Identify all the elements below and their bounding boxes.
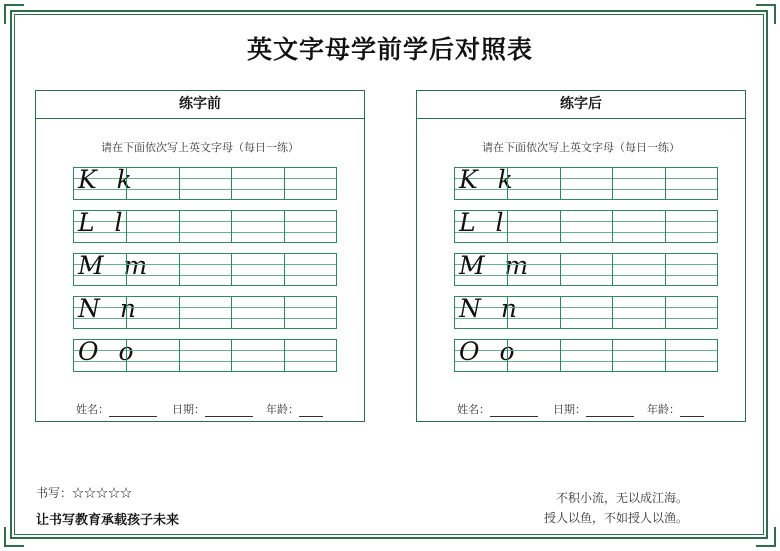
- date-field[interactable]: [172, 401, 253, 417]
- letter-sample: K k: [78, 165, 138, 194]
- panel-instruction: 请在下面依次写上英文字母（每日一练）: [482, 141, 680, 154]
- writing-cell[interactable]: [126, 297, 179, 328]
- writing-cell[interactable]: [560, 211, 613, 242]
- panel-heading: 练字后: [417, 91, 745, 119]
- writing-cell[interactable]: [507, 211, 560, 242]
- letter-cell: [455, 294, 523, 328]
- writing-row: [454, 253, 718, 286]
- writing-cell[interactable]: [612, 254, 665, 285]
- writing-cell[interactable]: [665, 340, 718, 371]
- age-field[interactable]: [647, 401, 704, 417]
- letter-sample: L l: [459, 208, 510, 237]
- writing-cell[interactable]: [612, 340, 665, 371]
- panel-before: [35, 90, 365, 422]
- writing-cell[interactable]: [665, 297, 718, 328]
- writing-cell[interactable]: [126, 340, 179, 371]
- corner-ornament-top-left: [4, 4, 24, 24]
- letter-cell: [455, 208, 510, 242]
- writing-cell[interactable]: [284, 340, 337, 371]
- quote-line-1: 不积小流，无以成江海。: [555, 491, 688, 505]
- writing-cell[interactable]: [126, 168, 179, 199]
- corner-ornament-top-right: [756, 4, 776, 24]
- writing-row: [73, 210, 337, 243]
- writing-cell[interactable]: [507, 254, 560, 285]
- writing-cell[interactable]: [560, 297, 613, 328]
- writing-cell[interactable]: [231, 340, 284, 371]
- writing-row: [454, 167, 718, 200]
- writing-cell[interactable]: [284, 211, 337, 242]
- writing-cell[interactable]: [507, 168, 560, 199]
- page-title: 英文字母学前学后对照表: [246, 35, 533, 64]
- letter-cell: [455, 251, 535, 285]
- writing-row: [73, 296, 337, 329]
- writing-cell[interactable]: [507, 340, 560, 371]
- date-field[interactable]: [553, 401, 634, 417]
- letter-cell: [74, 294, 142, 328]
- letter-cell: [74, 337, 140, 371]
- panel-heading: 练字前: [36, 91, 364, 119]
- writing-rating: [36, 484, 132, 501]
- name-label: 姓名：: [76, 403, 109, 416]
- letter-sample: K k: [459, 165, 519, 194]
- name-field[interactable]: [76, 401, 157, 417]
- letter-sample: O o: [78, 337, 140, 366]
- slogan: 让书写教育承载孩子未来: [36, 513, 180, 528]
- writing-cell[interactable]: [665, 168, 718, 199]
- quote-line-2: 授人以鱼，不如授人以渔。: [543, 511, 688, 525]
- letter-sample: N n: [78, 294, 142, 323]
- writing-row: [73, 167, 337, 200]
- letter-cell: [74, 208, 129, 242]
- writing-cell[interactable]: [284, 254, 337, 285]
- writing-row: [454, 339, 718, 372]
- age-label: 年龄：: [647, 403, 680, 416]
- panel-instruction: 请在下面依次写上英文字母（每日一练）: [101, 141, 299, 154]
- letter-cell: [74, 165, 138, 199]
- writing-cell[interactable]: [179, 254, 232, 285]
- writing-cell[interactable]: [179, 168, 232, 199]
- writing-cell[interactable]: [560, 254, 613, 285]
- writing-cell[interactable]: [612, 168, 665, 199]
- writing-row: [73, 253, 337, 286]
- letter-sample: N n: [459, 294, 523, 323]
- writing-cell[interactable]: [231, 254, 284, 285]
- writing-cell[interactable]: [560, 168, 613, 199]
- corner-ornament-bottom-left: [4, 527, 24, 547]
- letter-sample: M m: [459, 251, 535, 280]
- writing-cell[interactable]: [560, 340, 613, 371]
- writing-cell[interactable]: [612, 211, 665, 242]
- writing-row: [454, 210, 718, 243]
- date-label: 日期：: [172, 403, 205, 416]
- letter-sample: O o: [459, 337, 521, 366]
- writing-cell[interactable]: [126, 254, 179, 285]
- age-label: 年龄：: [266, 403, 299, 416]
- name-label: 姓名：: [457, 403, 490, 416]
- date-label: 日期：: [553, 403, 586, 416]
- writing-cell[interactable]: [507, 297, 560, 328]
- writing-cell[interactable]: [179, 340, 232, 371]
- letter-cell: [74, 251, 154, 285]
- writing-cell[interactable]: [612, 297, 665, 328]
- writing-cell[interactable]: [179, 297, 232, 328]
- writing-cell[interactable]: [284, 297, 337, 328]
- rating-label: 书写：: [36, 486, 73, 500]
- writing-cell[interactable]: [231, 297, 284, 328]
- writing-cell[interactable]: [231, 211, 284, 242]
- letter-cell: [455, 337, 521, 371]
- panel-after: [416, 90, 746, 422]
- writing-grid: [454, 167, 718, 382]
- letter-sample: L l: [78, 208, 129, 237]
- name-field[interactable]: [457, 401, 538, 417]
- writing-row: [454, 296, 718, 329]
- letter-sample: M m: [78, 251, 154, 280]
- writing-row: [73, 339, 337, 372]
- writing-cell[interactable]: [231, 168, 284, 199]
- star-rating[interactable]: ☆☆☆☆☆: [72, 486, 133, 500]
- writing-cell[interactable]: [284, 168, 337, 199]
- writing-cell[interactable]: [126, 211, 179, 242]
- writing-cell[interactable]: [665, 254, 718, 285]
- writing-grid: [73, 167, 337, 382]
- writing-cell[interactable]: [665, 211, 718, 242]
- writing-cell[interactable]: [179, 211, 232, 242]
- corner-ornament-bottom-right: [756, 527, 776, 547]
- letter-cell: [455, 165, 519, 199]
- age-field[interactable]: [266, 401, 323, 417]
